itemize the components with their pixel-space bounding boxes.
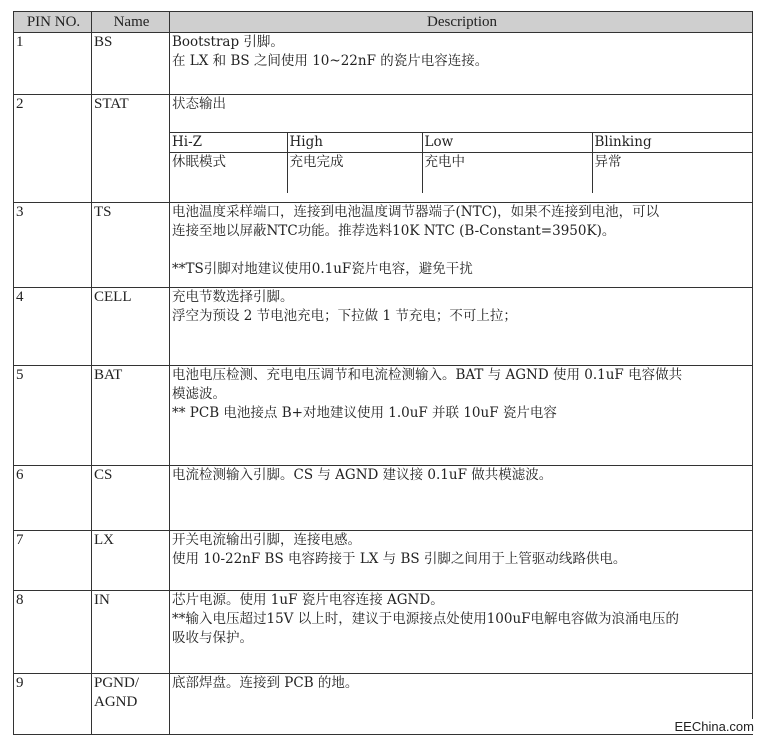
pin-number: 2: [14, 95, 92, 203]
description-line: 吸收与保护。: [172, 630, 253, 646]
pin-description: [170, 591, 753, 674]
table-row: [14, 674, 753, 735]
pin-name-line: AGND: [94, 694, 138, 710]
status-value: 充电中: [422, 153, 592, 194]
pin-name: BS: [92, 33, 170, 95]
description-line: 电池电压检测、充电电压调节和电流检测输入。BAT 与 AGND 使用 0.1uF 电容做共: [172, 367, 683, 383]
status-value: 异常: [592, 153, 752, 194]
pin-description: [170, 95, 753, 203]
description-line: ** PCB 电池接点 B+对地建议使用 1.0uF 并联 10uF 瓷片电容: [172, 405, 557, 421]
pin-name: CELL: [92, 288, 170, 366]
status-header-row: [170, 133, 752, 153]
pin-name: CS: [92, 466, 170, 531]
pin-number: 3: [14, 203, 92, 288]
pin-name: LX: [92, 531, 170, 591]
description-line: Bootstrap 引脚。: [172, 34, 284, 50]
description-line: 使用 10-22nF BS 电容跨接于 LX 与 BS 引脚之间用于上管驱动线路供电。: [172, 551, 627, 567]
pin-name-line: PGND/: [94, 675, 140, 691]
table-row: [14, 531, 753, 591]
pin-name: IN: [92, 591, 170, 674]
description-line: 在 LX 和 BS 之间使用 10~22nF 的瓷片电容连接。: [172, 53, 489, 69]
status-header: High: [287, 133, 422, 153]
description-line: 芯片电源。使用 1uF 瓷片电容连接 AGND。: [172, 592, 444, 608]
description-line: 浮空为预设 2 节电池充电；下拉做 1 节充电；不可上拉；: [172, 308, 517, 324]
pin-description: [170, 288, 753, 366]
pin-name: [92, 674, 170, 735]
pin-number: 4: [14, 288, 92, 366]
description-line: 电池温度采样端口，连接到电池温度调节器端子(NTC)，如果不连接到电池，可以: [172, 204, 660, 220]
description-line: [170, 241, 752, 260]
description-line: 开关电流输出引脚，连接电感。: [172, 532, 361, 548]
pin-name: BAT: [92, 366, 170, 466]
status-value-row: [170, 153, 752, 194]
header-description: Description: [170, 12, 753, 33]
description-line: 模滤波。: [172, 386, 226, 402]
pin-number: 7: [14, 531, 92, 591]
table-row: [14, 591, 753, 674]
header-row: [14, 12, 753, 33]
status-table: [170, 132, 752, 193]
table-row: [14, 95, 753, 203]
status-value: 充电完成: [287, 153, 422, 194]
header-name: Name: [92, 12, 170, 33]
description-line: 状态输出: [172, 96, 226, 112]
pin-name: TS: [92, 203, 170, 288]
pin-number: 1: [14, 33, 92, 95]
pin-description-table: [13, 11, 753, 735]
description-line: 底部焊盘。连接到 PCB 的地。: [172, 675, 359, 691]
description-line: **TS引脚对地建议使用0.1uF瓷片电容，避免干扰: [172, 261, 473, 277]
status-value: 休眠模式: [170, 153, 287, 194]
pin-description: [170, 366, 753, 466]
pin-description: [170, 203, 753, 288]
pin-description: [170, 466, 753, 531]
pin-number: 5: [14, 366, 92, 466]
table-row: [14, 366, 753, 466]
description-line: 电流检测输入引脚。CS 与 AGND 建议接 0.1uF 做共模滤波。: [172, 467, 553, 483]
pin-name: STAT: [92, 95, 170, 203]
pin-number: 8: [14, 591, 92, 674]
table-row: [14, 466, 753, 531]
pin-number: 9: [14, 674, 92, 735]
status-header: Hi-Z: [170, 133, 287, 153]
status-header: Low: [422, 133, 592, 153]
description-line: 连接至地以屏蔽NTC功能。推荐选料10K NTC (B-Constant=3950K)。: [172, 223, 616, 239]
table-row: [14, 288, 753, 366]
description-line: **输入电压超过15V 以上时，建议于电源接点处使用100uF电解电容做为浪涌电压的: [172, 611, 680, 627]
pin-number: 6: [14, 466, 92, 531]
pin-description: [170, 531, 753, 591]
header-pin: PIN NO.: [14, 12, 92, 33]
watermark: EEChina.com: [674, 719, 754, 734]
table-row: [14, 203, 753, 288]
description-line: 充电节数选择引脚。: [172, 289, 294, 305]
table-row: [14, 33, 753, 95]
pin-description: [170, 33, 753, 95]
status-header: Blinking: [592, 133, 752, 153]
pin-description: [170, 674, 753, 735]
